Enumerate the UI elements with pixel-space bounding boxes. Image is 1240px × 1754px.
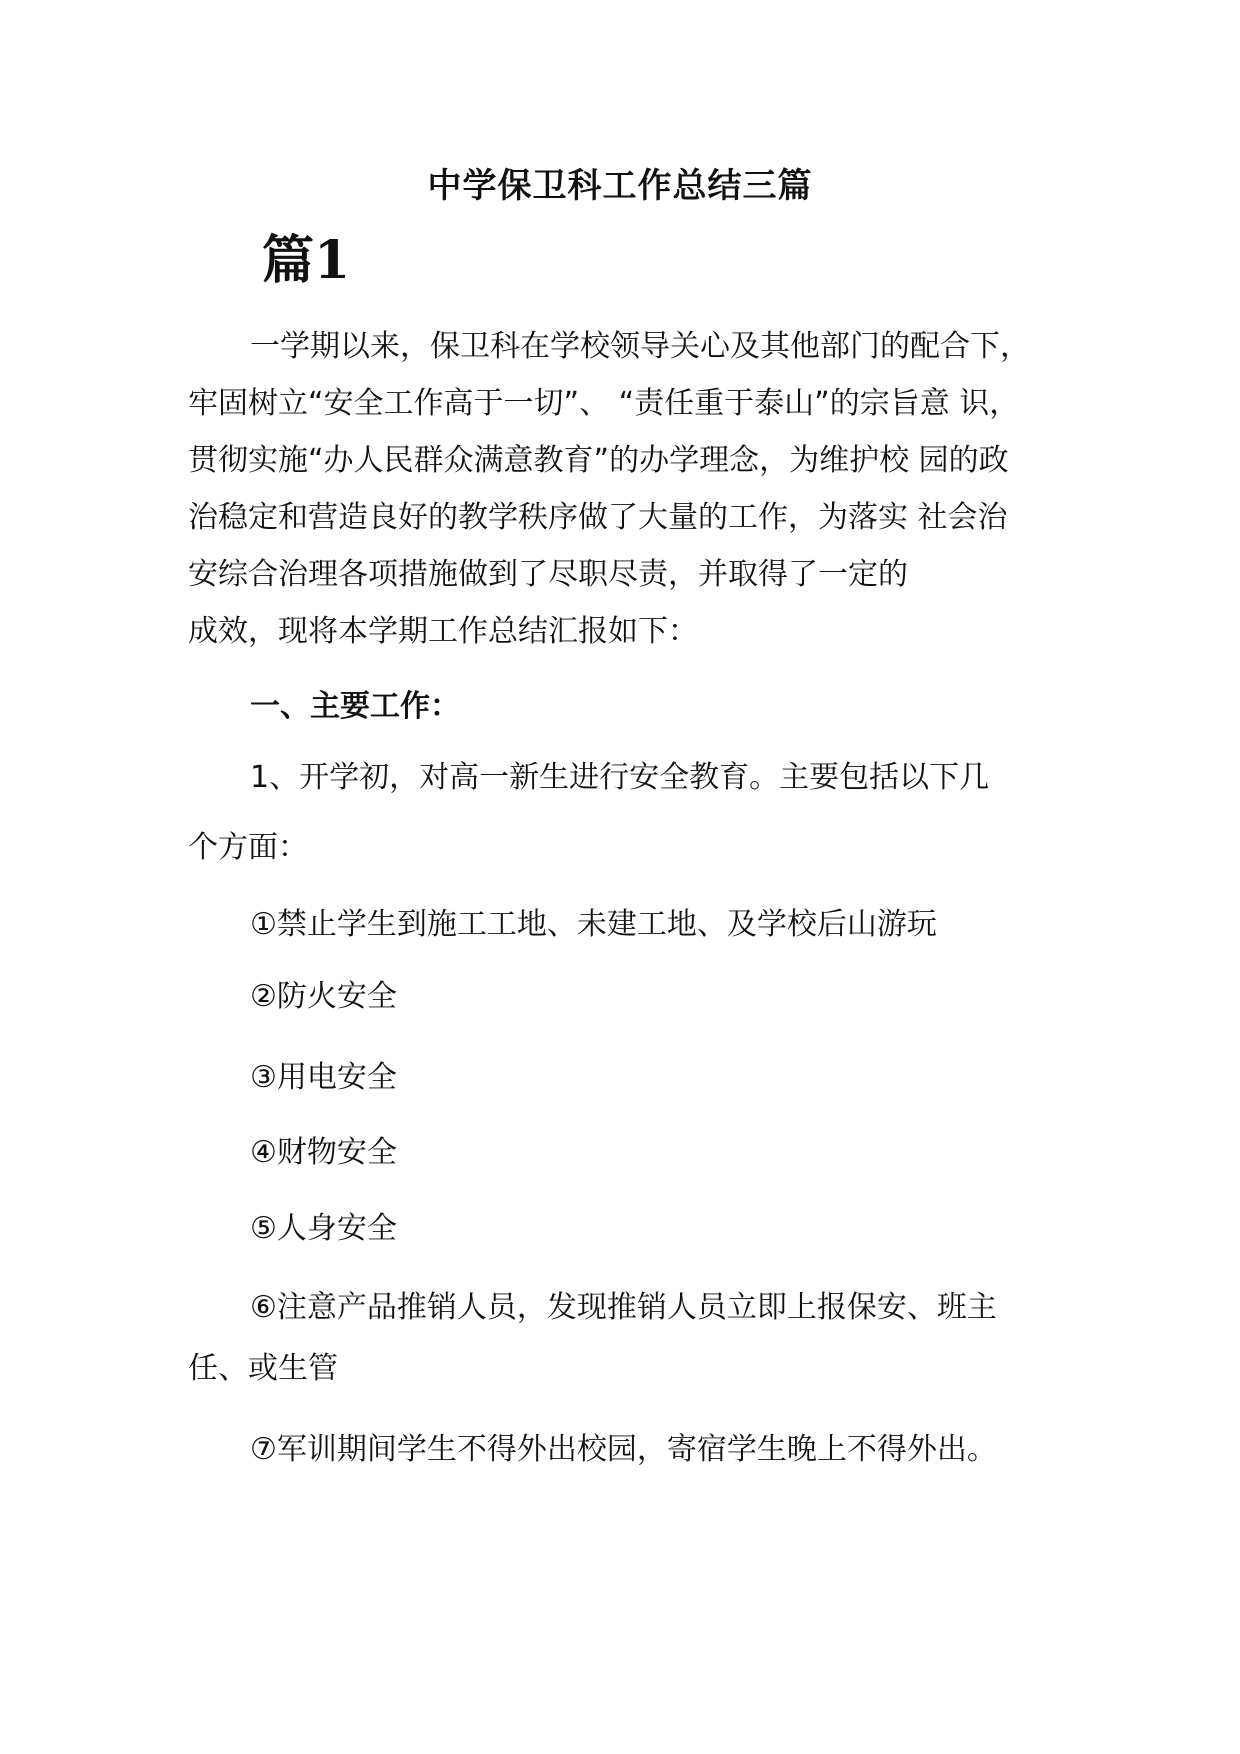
list-item-3: ③用电安全	[250, 1060, 397, 1095]
section-heading: 篇1	[262, 230, 351, 291]
list-item-1: ①禁止学生到施工工地、未建工地、及学校后山游玩	[250, 907, 937, 942]
document-title: 中学保卫科工作总结三篇	[427, 166, 813, 206]
intro-line-1: 一学期以来，保卫科在学校领导关心及其他部门的配合下，	[250, 329, 1030, 364]
item6-line-1: ⑥注意产品推销人员，发现推销人员立即上报保安、班主	[250, 1290, 997, 1325]
item7-line: ⑦军训期间学生不得外出校园，寄宿学生晚上不得外出。	[250, 1432, 997, 1467]
item1-line-1: 1、开学初，对高一新生进行安全教育。主要包括以下几	[250, 760, 990, 795]
intro-line-2: 牢固树立“安全工作高于一切”、 “责任重于泰山”的宗旨意 识，	[188, 386, 1020, 421]
intro-line-4: 治稳定和营造良好的教学秩序做了大量的工作，为落实 社会治	[188, 500, 1008, 535]
list-item-4: ④财物安全	[250, 1135, 397, 1170]
list-item-2: ②防火安全	[250, 979, 397, 1014]
item6-line-2: 任、或生管	[188, 1351, 338, 1386]
subheading-main-work: 一、主要工作：	[250, 689, 460, 724]
intro-line-6: 成效，现将本学期工作总结汇报如下：	[188, 614, 698, 649]
intro-line-5: 安综合治理各项措施做到了尽职尽责，并取得了一定的	[188, 557, 908, 592]
list-item-5: ⑤人身安全	[250, 1211, 397, 1246]
intro-line-3: 贯彻实施“办人民群众满意教育”的办学理念，为维护校 园的政	[188, 443, 1009, 478]
item1-line-2: 个方面：	[188, 830, 308, 865]
